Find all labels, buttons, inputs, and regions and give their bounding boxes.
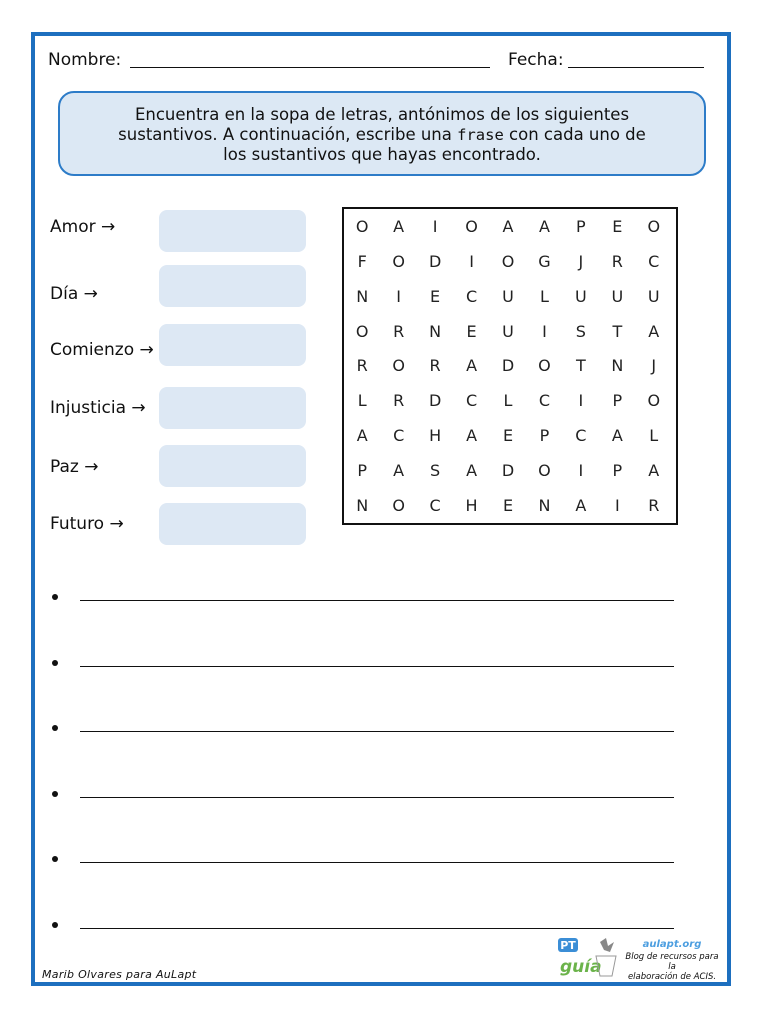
grid-cell[interactable]: C (429, 496, 441, 516)
grid-cell[interactable]: U (611, 286, 624, 306)
grid-cell[interactable]: O (465, 216, 478, 236)
grid-cell[interactable]: U (647, 286, 660, 306)
svg-text:guía: guía (560, 957, 602, 977)
grid-cell[interactable]: N (356, 286, 369, 306)
grid-cell[interactable]: C (465, 286, 478, 306)
word-label: Amor → (50, 217, 116, 237)
grid-cell[interactable]: O (647, 216, 661, 236)
instructions-box (58, 91, 706, 176)
grid-cell[interactable]: D (501, 461, 515, 481)
answer-box[interactable] (159, 503, 306, 545)
word-search-grid (342, 207, 678, 525)
grid-cell[interactable]: O (392, 356, 405, 376)
grid-cell[interactable]: F (357, 251, 367, 271)
grid-cell[interactable]: A (393, 216, 405, 236)
grid-cell[interactable]: H (429, 426, 442, 446)
grid-cell[interactable]: N (429, 321, 442, 341)
header (48, 46, 708, 74)
grid-cell[interactable]: S (430, 461, 441, 481)
writing-line[interactable] (52, 588, 674, 612)
grid-cell[interactable]: N (611, 356, 624, 376)
word-label: Futuro → (50, 514, 124, 534)
grid-cell[interactable]: A (356, 426, 368, 446)
grid-cell[interactable]: A (466, 461, 478, 481)
grid-cell[interactable]: R (648, 496, 660, 516)
grid-cell[interactable]: P (357, 461, 368, 481)
blog-line-2: elaboración de ACIS. (627, 972, 717, 982)
grid-cell[interactable]: I (469, 251, 474, 271)
grid-cell[interactable]: R (611, 251, 623, 271)
grid-cell[interactable]: R (429, 356, 441, 376)
grid-cell[interactable]: T (612, 321, 623, 341)
instructions-line-3: los sustantivos que hayas encontrado. (223, 145, 541, 164)
grid-cell[interactable]: N (356, 496, 369, 516)
blog-info (624, 940, 720, 982)
word-row-dia (50, 264, 310, 308)
word-row-amor (50, 208, 310, 252)
name-label: Nombre: (48, 50, 122, 70)
grid-cell[interactable]: I (614, 496, 620, 516)
date-field[interactable] (568, 67, 704, 68)
writing-line[interactable] (52, 850, 674, 874)
word-row-comienzo (50, 322, 310, 366)
grid-cell[interactable]: E (502, 426, 514, 446)
bullet-icon (52, 791, 58, 797)
grid-cell[interactable]: R (393, 391, 405, 411)
grid-cell[interactable]: J (651, 356, 657, 376)
date-label: Fecha: (508, 50, 564, 70)
grid-cell[interactable]: L (357, 391, 367, 411)
grid-cell[interactable]: G (538, 251, 551, 271)
grid-cell[interactable]: I (432, 216, 438, 236)
grid-cell[interactable]: S (575, 321, 586, 341)
answer-line[interactable] (80, 731, 674, 732)
grid-cell[interactable]: R (356, 356, 368, 376)
grid-cell[interactable]: A (575, 496, 587, 516)
svg-text:PT: PT (560, 939, 576, 952)
pt-guia-logo-icon (556, 936, 620, 980)
grid-cell[interactable]: E (466, 321, 477, 341)
answer-box[interactable] (159, 445, 306, 487)
grid-cell[interactable]: A (502, 216, 514, 236)
grid-cell[interactable]: O (538, 461, 551, 481)
answer-box[interactable] (159, 324, 306, 366)
grid-cell[interactable]: R (393, 321, 405, 341)
grid-cell[interactable]: L (649, 426, 659, 446)
grid-cell[interactable]: C (575, 426, 587, 446)
blog-line-1: Blog de recursos para la (625, 952, 719, 972)
grid-cell[interactable]: L (539, 286, 549, 306)
grid-cell[interactable]: O (355, 216, 369, 236)
grid-cell[interactable]: E (612, 216, 623, 236)
grid-cell[interactable]: T (575, 356, 586, 376)
writing-line[interactable] (52, 719, 674, 743)
grid-cell[interactable]: O (538, 356, 551, 376)
grid-cell[interactable]: L (503, 391, 513, 411)
grid-cell[interactable]: C (538, 391, 551, 411)
grid-cell[interactable]: A (648, 321, 660, 341)
grid-cell[interactable]: P (612, 391, 623, 411)
grid-cell[interactable]: H (465, 496, 478, 516)
bullet-icon (52, 922, 58, 928)
bullet-icon (52, 660, 58, 666)
grid-cell[interactable]: D (501, 356, 515, 376)
grid-cell[interactable]: D (428, 391, 442, 411)
instructions-line-2: sustantivos. A continuación, escribe una frase con cada uno de (118, 125, 646, 144)
grid-cell[interactable]: I (578, 391, 584, 411)
grid-cell[interactable]: P (576, 216, 586, 236)
author-credit: Marib Olvares para AuLapt (42, 968, 197, 981)
grid-cell[interactable]: I (542, 321, 547, 341)
grid-cell[interactable]: P (612, 461, 623, 481)
grid-cell[interactable]: C (648, 251, 660, 271)
grid-cell[interactable]: A (648, 461, 660, 481)
grid-cell[interactable]: A (611, 426, 623, 446)
answer-line[interactable] (80, 928, 674, 929)
grid-cell[interactable]: O (355, 321, 369, 341)
grid-cell[interactable]: A (393, 461, 405, 481)
site-link[interactable]: aulapt.org (642, 939, 702, 950)
answer-box[interactable] (159, 265, 306, 307)
answer-line[interactable] (80, 797, 674, 798)
bullet-icon (52, 594, 58, 600)
answer-box[interactable] (159, 210, 306, 252)
word-label: Día → (50, 284, 98, 304)
writing-line[interactable] (52, 654, 674, 678)
word-row-injusticia (50, 386, 310, 430)
grid-cell[interactable]: C (465, 391, 478, 411)
grid-cell[interactable]: J (578, 251, 584, 271)
grid-cell[interactable]: C (393, 426, 405, 446)
grid-cell[interactable]: I (578, 461, 584, 481)
answer-box[interactable] (159, 387, 306, 429)
grid-cell[interactable]: O (392, 251, 405, 271)
bullet-icon (52, 725, 58, 731)
instructions-line-1: Encuentra en la sopa de letras, antónimos de los siguientes (134, 105, 630, 124)
grid-cell[interactable]: U (575, 286, 587, 306)
grid-cell[interactable]: D (428, 251, 442, 271)
writing-line[interactable] (52, 785, 674, 809)
grid-cell[interactable]: P (539, 426, 550, 446)
grid-cell[interactable]: O (501, 251, 515, 271)
grid-cell[interactable]: E (430, 286, 441, 306)
grid-cell[interactable]: A (538, 216, 550, 236)
name-field[interactable] (130, 67, 490, 68)
word-row-futuro (50, 502, 310, 546)
bullet-icon (52, 856, 58, 862)
word-row-paz (50, 444, 310, 488)
grid-cell[interactable]: O (392, 496, 405, 516)
grid-cell[interactable]: U (502, 286, 514, 306)
word-label: Comienzo → (50, 340, 154, 360)
answer-line[interactable] (80, 862, 674, 863)
grid-cell[interactable]: A (466, 356, 478, 376)
grid-cell[interactable]: N (538, 496, 551, 516)
grid-cell[interactable]: E (502, 496, 514, 516)
answer-line[interactable] (80, 600, 674, 601)
grid-cell[interactable]: I (396, 286, 402, 306)
grid-cell[interactable]: U (502, 321, 514, 341)
word-label: Paz → (50, 457, 99, 477)
grid-cell[interactable]: O (647, 391, 661, 411)
word-label: Injusticia → (50, 398, 146, 418)
answer-line[interactable] (80, 666, 674, 667)
grid-cell[interactable]: A (466, 426, 478, 446)
